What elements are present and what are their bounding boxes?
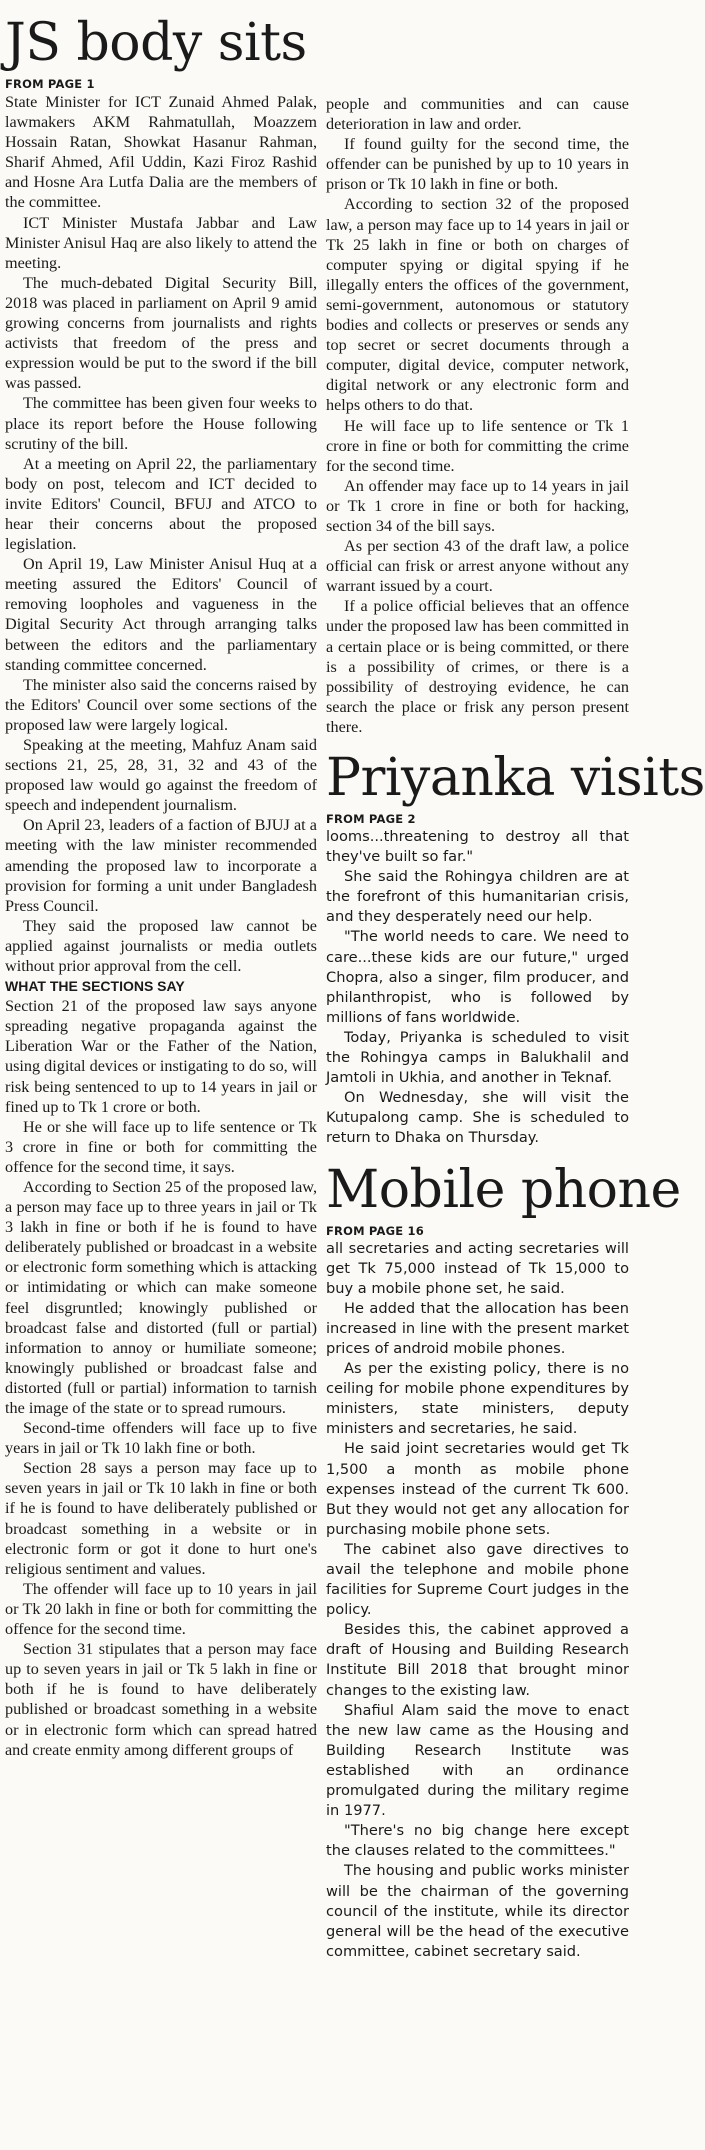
- paragraph: Speaking at the meeting, Mahfuz Anam said sections 21, 25, 28, 31, 32 and 43 of the proposed law would go against the freedom of speech and independent journalism.: [5, 736, 317, 815]
- paragraph: "The world needs to care. We need to care...these kids are our future," urged Chopra, also a singer, film producer, and philanthropist, who is followed by millions of fans worldwide.: [326, 928, 629, 1026]
- paragraph: On Wednesday, she will visit the Kutupalong camp. She is scheduled to return to Dhaka on Thursday.: [326, 1089, 629, 1147]
- left-column: [5, 0, 317, 1760]
- right-column: [326, 94, 705, 1962]
- paragraph: As per section 43 of the draft law, a police official can frisk or arrest anyone without any warrant issued by a court.: [326, 537, 629, 596]
- paragraph: ICT Minister Mustafa Jabbar and Law Minister Anisul Haq are also likely to attend the meeting.: [5, 213, 317, 272]
- paragraph: On April 23, leaders of a faction of BJUJ at a meeting with the law minister recommended amending the proposed law to incorporate a provision for forming a unit under Bangladesh Press Council.: [5, 816, 317, 915]
- paragraph: He said joint secretaries would get Tk 1,500 a month as mobile phone expenses instead of the current Tk 600. But they would not get any allocation for purchasing mobile phone sets.: [326, 1440, 629, 1538]
- paragraph: "There's no big change here except the clauses related to the committees.": [326, 1822, 629, 1860]
- paragraph: people and communities and can cause deterioration in law and order.: [326, 95, 629, 134]
- mobile-story-body: [326, 1239, 629, 1962]
- paragraph: The offender will face up to 10 years in jail or Tk 20 lakh in fine or both for committing the offence for the second time.: [5, 1579, 317, 1639]
- paragraph: The minister also said the concerns raised by the Editors' Council over some sections of the proposed law were largely logical.: [5, 675, 317, 734]
- js-story-body-a: [5, 92, 317, 976]
- paragraph: Today, Priyanka is scheduled to visit the Rohingya camps in Balukhalil and Jamtoli in Ukhia, and another in Teknaf.: [326, 1028, 629, 1087]
- priyanka-story-body: [326, 827, 629, 1149]
- mobile-story-headline: Mobile phone: [326, 1159, 681, 1220]
- paragraph: The cabinet also gave directives to avail the telephone and mobile phone facilities for Supreme Court judges in the policy.: [326, 1540, 629, 1619]
- paragraph: Besides this, the cabinet approved a draft of Housing and Building Research Institute Bill 2018 that brought minor changes to the existing law.: [326, 1621, 629, 1699]
- paragraph: Section 31 stipulates that a person may face up to seven years in jail or Tk 5 lakh in fine or both if he is found to have deliberately published or broadcast something in a website or in electronic form which can spread hatred and create enmity among different groups of: [5, 1640, 317, 1759]
- paragraph: According to Section 25 of the proposed law, a person may face up to three years in jail or Tk 3 lakh in fine or both if he is found to have deliberately published or broadcast in a website or electronic form something which is attacking or intimidating or which can make someone feel disgruntled; knowingly published or broadcast false and distorted (full or partial) information to annoy or humiliate someone; knowingly published or broadcast false and distorted (full or partial) information to tarnish the image of the state or to spread rumours.: [5, 1177, 317, 1417]
- paragraph: At a meeting on April 22, the parliamentary body on post, telecom and ICT decided to invite Editors' Council, BFUJ and ATCO to hear their concerns about the proposed legislation.: [5, 454, 317, 554]
- paragraph: As per the existing policy, there is no ceiling for mobile phone expenditures by ministers, state ministers, deputy ministers and secretaries, he said.: [326, 1360, 629, 1438]
- paragraph: According to section 32 of the proposed law, a person may face up to 14 years in jail or Tk 25 lakh in fine or both on charges of computer spying or digital spying if he illegally enters the offices of the government, semi-government, autonomous or statutory bodies and collects or preserves or sends any top secret or secret documents through a computer, digital device, computer network, digital network or any electronic form and helps others to do that.: [326, 195, 629, 415]
- paragraph: He will face up to life sentence or Tk 1 crore in fine or both for committing the crime for the second time.: [326, 416, 629, 475]
- paragraph: all secretaries and acting secretaries will get Tk 75,000 instead of Tk 15,000 to buy a mobile phone set, he said.: [326, 1239, 629, 1297]
- paragraph: looms...threatening to destroy all that they've built so far.": [326, 828, 629, 866]
- paragraph: He or she will face up to life sentence or Tk 3 crore in fine or both for committing the offence for the second time, it says.: [5, 1117, 317, 1176]
- mobile-story-kicker: FROM PAGE 16: [326, 1223, 424, 1238]
- paragraph: The much-debated Digital Security Bill, 2018 was placed in parliament on April 9 amid growing concerns from journalists and rights activists that freedom of the press and expression would be put to the sword if the bill was passed.: [5, 273, 317, 393]
- priyanka-story-headline: Priyanka visits: [326, 748, 705, 808]
- paragraph: He added that the allocation has been increased in line with the present market prices of android mobile phones.: [326, 1299, 629, 1357]
- paragraph: They said the proposed law cannot be applied against journalists or media outlets without prior approval from the cell.: [5, 916, 317, 976]
- paragraph: Section 21 of the proposed law says anyone spreading negative propaganda against the Liberation War or the Father of the Nation, using digital devices or instigating to do so, will risk being sentenced to up to 14 years in jail or fined up to Tk 1 crore or both.: [5, 997, 317, 1116]
- paragraph: If a police official believes that an offence under the proposed law has been committed in a certain place or is being committed, or there is a possibility of crimes, or there is a possibility of destroying evidence, he can search the place or frisk any person present there.: [326, 597, 629, 736]
- paragraph: If found guilty for the second time, the offender can be punished by up to 10 years in prison or Tk 10 lakh in fine or both.: [326, 135, 629, 194]
- paragraph: She said the Rohingya children are at the forefront of this humanitarian crisis, and they desperately need our help.: [326, 868, 629, 926]
- paragraph: Section 28 says a person may face up to seven years in jail or Tk 10 lakh in fine or both if he is found to have deliberately published or broadcast something in a website or in electronic form or got it done to hurt one's religious sentiment and values.: [5, 1459, 317, 1578]
- paragraph: Shafiul Alam said the move to enact the new law came as the Housing and Building Research Institute was established with an ordinance promulgated during the military regime in 1977.: [326, 1701, 629, 1820]
- paragraph: The housing and public works minister will be the chairman of the governing council of the institute, while its director general will be the head of the executive committee, cabinet secretary said.: [326, 1862, 629, 1960]
- js-story-body-c: [326, 94, 629, 737]
- paragraph: An offender may face up to 14 years in jail or Tk 1 crore in fine or both for hacking, section 34 of the bill says.: [326, 476, 629, 535]
- paragraph: On April 19, Law Minister Anisul Huq at a meeting assured the Editors' Council of removing loopholes and vagueness in the Digital Security Act through arranging talks between the editors and the parliamentary standing committee concerned.: [5, 555, 317, 674]
- priyanka-story-kicker: FROM PAGE 2: [326, 812, 416, 826]
- js-story-kicker: FROM PAGE 1: [5, 77, 95, 91]
- js-story-subhead: WHAT THE SECTIONS SAY: [5, 978, 185, 995]
- paragraph: The committee has been given four weeks to place its report before the House following scrutiny of the bill.: [5, 394, 317, 453]
- paragraph: State Minister for ICT Zunaid Ahmed Palak, lawmakers AKM Rahmatullah, Moazzem Hossain Ratan, Showkat Hasanur Rahman, Sharif Ahmed, Afil Uddin, Kazi Firoz Rashid and Hosne Ara Lutfa Dalia are the members of the committee.: [5, 93, 317, 212]
- paragraph: Second-time offenders will face up to five years in jail or Tk 10 lakh fine or both.: [5, 1419, 317, 1458]
- js-story-body-b: [5, 996, 317, 1760]
- js-story-headline: JS body sits: [5, 13, 307, 73]
